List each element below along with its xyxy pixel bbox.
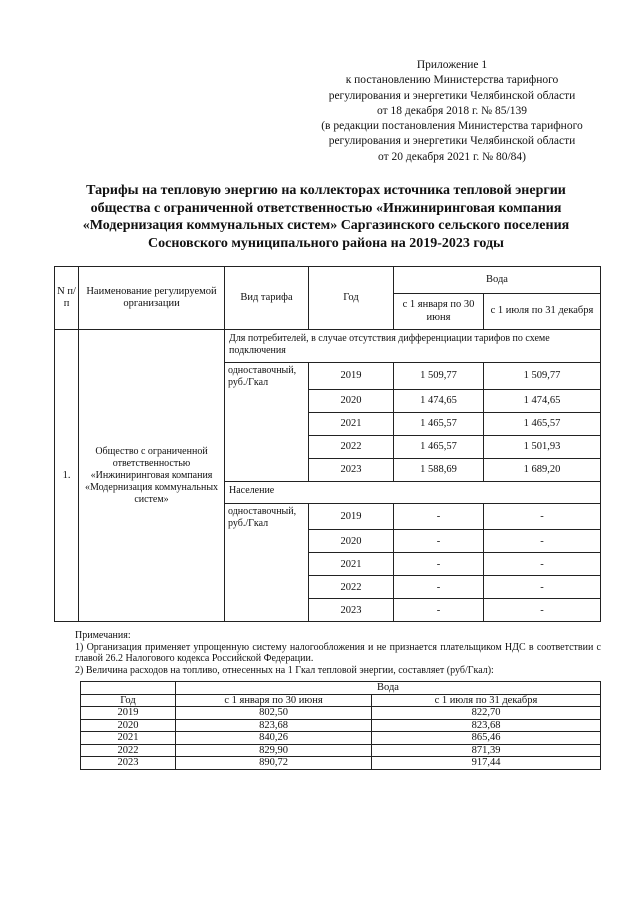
fuel-header-year: Год bbox=[81, 694, 176, 707]
notes-heading: Примечания: bbox=[75, 630, 131, 641]
title-line: общества с ограниченной ответственностью «Инжиниринговая компания bbox=[90, 200, 562, 216]
fuel-year: 2022 bbox=[81, 744, 176, 757]
header-water: Вода bbox=[394, 267, 601, 294]
tariff-value-h1: 1 588,69 bbox=[394, 458, 484, 481]
tariff-value-h1: 1 465,57 bbox=[394, 435, 484, 458]
tariff-type-cont bbox=[225, 530, 309, 553]
fuel-value-h1: 823,68 bbox=[176, 719, 372, 732]
fuel-header-half1: с 1 января по 30 июня bbox=[176, 694, 372, 707]
appendix-line: регулирования и энергетики Челябинской области bbox=[328, 135, 576, 148]
fuel-value-h2: 917,44 bbox=[372, 757, 601, 770]
document-title bbox=[52, 182, 600, 252]
tariff-value-h2: 1 689,20 bbox=[484, 458, 601, 481]
year-cell: 2021 bbox=[309, 412, 394, 435]
year-cell: 2020 bbox=[309, 389, 394, 412]
tariff-type-cont bbox=[225, 435, 309, 458]
fuel-year: 2019 bbox=[81, 707, 176, 720]
year-cell: 2019 bbox=[309, 503, 394, 530]
tariff-type: одноставочный, руб./Гкал bbox=[225, 503, 309, 530]
organization-name: Общество с ограниченной ответственностью «Инжиниринговая компания «Модернизация коммунальных систем» bbox=[79, 330, 225, 622]
year-cell: 2022 bbox=[309, 435, 394, 458]
tariff-type-cont bbox=[225, 412, 309, 435]
appendix-line: к постановлению Министерства тарифного bbox=[345, 74, 559, 87]
table-row bbox=[81, 732, 601, 745]
tariff-type-cont bbox=[225, 553, 309, 576]
fuel-value-h2: 822,70 bbox=[372, 707, 601, 720]
tariff-value-h1: - bbox=[394, 530, 484, 553]
appendix-line: от 18 декабря 2018 г. № 85/139 bbox=[377, 104, 527, 117]
note-1: 1) Организация применяет упрощенную систему налогообложения и не признается плательщиком НДС в соответствии с главой 26.2 Налогового кодекса Российской Федерации. bbox=[75, 641, 601, 664]
fuel-value-h1: 829,90 bbox=[176, 744, 372, 757]
tariff-value-h1: - bbox=[394, 599, 484, 622]
fuel-value-h1: 840,26 bbox=[176, 732, 372, 745]
tariff-type-cont bbox=[225, 458, 309, 481]
year-cell: 2019 bbox=[309, 363, 394, 390]
tariff-value-h2: - bbox=[484, 576, 601, 599]
fuel-value-h2: 865,46 bbox=[372, 732, 601, 745]
tariff-value-h2: 1 465,57 bbox=[484, 412, 601, 435]
year-cell: 2020 bbox=[309, 530, 394, 553]
tariff-value-h2: - bbox=[484, 530, 601, 553]
year-cell: 2022 bbox=[309, 576, 394, 599]
fuel-header-water: Вода bbox=[176, 682, 601, 695]
table-row bbox=[81, 744, 601, 757]
header-year: Год bbox=[309, 267, 394, 330]
fuel-year: 2021 bbox=[81, 732, 176, 745]
fuel-year: 2023 bbox=[81, 757, 176, 770]
tariff-type: одноставочный, руб./Гкал bbox=[225, 363, 309, 390]
fuel-header-blank bbox=[81, 682, 176, 695]
appendix-line: Приложение 1 bbox=[416, 59, 488, 71]
appendix-header bbox=[300, 58, 604, 165]
tariff-type-cont bbox=[225, 599, 309, 622]
tariff-type-cont bbox=[225, 576, 309, 599]
fuel-cost-table bbox=[80, 681, 601, 770]
table-row bbox=[81, 719, 601, 732]
fuel-value-h2: 823,68 bbox=[372, 719, 601, 732]
table-row bbox=[81, 707, 601, 720]
tariff-value-h1: - bbox=[394, 576, 484, 599]
tariff-value-h1: 1 474,65 bbox=[394, 389, 484, 412]
tariff-value-h2: 1 509,77 bbox=[484, 363, 601, 390]
header-num: N п/п bbox=[55, 267, 79, 330]
fuel-value-h1: 890,72 bbox=[176, 757, 372, 770]
title-line: Сосновского муниципального района на 2019-2023 годы bbox=[148, 235, 504, 251]
consumer-group: Для потребителей, в случае отсутствия дифференциации тарифов по схеме подключения bbox=[225, 330, 601, 363]
title-line: Тарифы на тепловую энергию на коллекторах источника тепловой энергии bbox=[86, 183, 566, 198]
fuel-year: 2020 bbox=[81, 719, 176, 732]
appendix-line: (в редакции постановления Министерства тарифного bbox=[321, 120, 583, 133]
tariff-value-h2: - bbox=[484, 503, 601, 530]
year-cell: 2023 bbox=[309, 458, 394, 481]
tariff-value-h1: - bbox=[394, 553, 484, 576]
tariff-value-h2: 1 474,65 bbox=[484, 389, 601, 412]
tariff-value-h1: 1 465,57 bbox=[394, 412, 484, 435]
header-half1: с 1 января по 30 июня bbox=[394, 294, 484, 330]
header-org: Наименование регулируемой организации bbox=[79, 267, 225, 330]
fuel-value-h1: 802,50 bbox=[176, 707, 372, 720]
consumer-group: Население bbox=[225, 481, 601, 503]
tariff-type-cont bbox=[225, 389, 309, 412]
tariff-value-h2: - bbox=[484, 599, 601, 622]
tariff-value-h1: 1 509,77 bbox=[394, 363, 484, 390]
title-line: «Модернизация коммунальных систем» Саргазинского сельского поселения bbox=[82, 218, 570, 233]
row-number: 1. bbox=[55, 330, 79, 622]
note-2: 2) Величина расходов на топливо, отнесенных на 1 Гкал тепловой энергии, составляет (руб/Гкал): bbox=[75, 664, 494, 676]
header-half2: с 1 июля по 31 декабря bbox=[484, 294, 601, 330]
year-cell: 2021 bbox=[309, 553, 394, 576]
appendix-line: регулирования и энергетики Челябинской области bbox=[328, 89, 576, 102]
fuel-header-half2: с 1 июля по 31 декабря bbox=[372, 694, 601, 707]
table-row bbox=[81, 757, 601, 770]
tariff-value-h2: 1 501,93 bbox=[484, 435, 601, 458]
year-cell: 2023 bbox=[309, 599, 394, 622]
tariff-value-h2: - bbox=[484, 553, 601, 576]
notes bbox=[75, 630, 601, 676]
header-tariff-type: Вид тарифа bbox=[225, 267, 309, 330]
tariff-value-h1: - bbox=[394, 503, 484, 530]
tariff-table bbox=[54, 266, 601, 622]
fuel-value-h2: 871,39 bbox=[372, 744, 601, 757]
appendix-line: от 20 декабря 2021 г. № 80/84) bbox=[377, 150, 527, 163]
